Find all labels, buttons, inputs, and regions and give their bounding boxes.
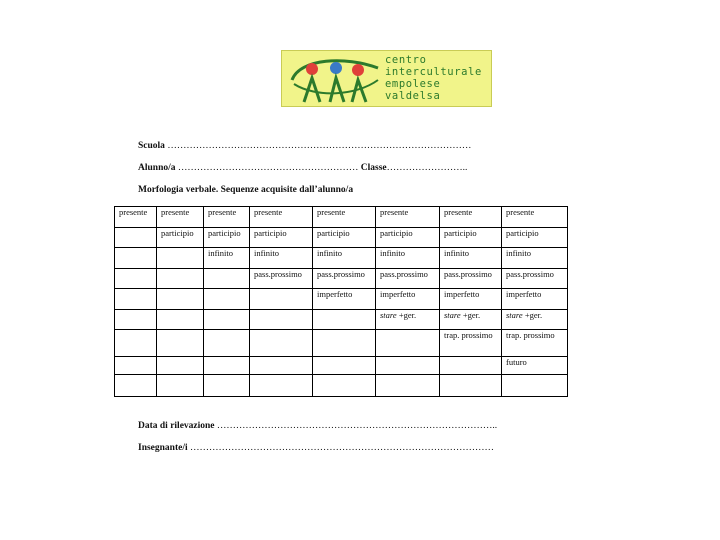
table-cell (250, 309, 313, 330)
table-cell: participio (204, 227, 250, 248)
table-cell: presente (157, 207, 204, 228)
table-row (115, 356, 568, 374)
table-row (115, 268, 568, 289)
logo-line: empolese (385, 78, 441, 90)
alunno-dots: ………………………………………………… (177, 163, 361, 173)
table-cell: stare +ger. (376, 309, 440, 330)
table-cell (250, 375, 313, 397)
table-cell: presente (440, 207, 502, 228)
circle-red-icon (306, 63, 318, 75)
table-cell (115, 375, 157, 397)
table-cell: futuro (502, 356, 568, 374)
logo-figures-icon (286, 54, 386, 104)
table-cell: infinito (313, 248, 376, 269)
table-cell (250, 289, 313, 310)
table-cell: pass.prossimo (440, 268, 502, 289)
table-cell: presente (204, 207, 250, 228)
table-cell (313, 309, 376, 330)
table-cell (313, 375, 376, 397)
data-label: Data di rilevazione (138, 421, 215, 431)
table-cell (157, 330, 204, 357)
table-cell (250, 330, 313, 357)
table-cell (313, 356, 376, 374)
table-cell: stare +ger. (440, 309, 502, 330)
table-cell: participio (502, 227, 568, 248)
table-cell (115, 289, 157, 310)
table-cell (204, 356, 250, 374)
logo-line: interculturale (385, 66, 482, 78)
table-cell (204, 375, 250, 397)
scuola-field (138, 141, 471, 151)
table-cell: imperfetto (376, 289, 440, 310)
table-cell: pass.prossimo (313, 268, 376, 289)
table-cell: imperfetto (502, 289, 568, 310)
table-row (115, 248, 568, 269)
classe-label: Classe (360, 163, 387, 173)
table-cell: infinito (204, 248, 250, 269)
table-cell (157, 375, 204, 397)
table-row (115, 375, 568, 397)
alunno-label: Alunno/a (138, 163, 176, 173)
sequence-table (114, 206, 567, 397)
table-cell: pass.prossimo (502, 268, 568, 289)
table-cell: imperfetto (440, 289, 502, 310)
table-cell (376, 375, 440, 397)
table-cell: infinito (250, 248, 313, 269)
logo-line: valdelsa (385, 90, 441, 102)
table-cell: pass.prossimo (250, 268, 313, 289)
table-cell: presente (250, 207, 313, 228)
table-cell: participio (250, 227, 313, 248)
table-cell (250, 356, 313, 374)
insegnante-label: Insegnante/i (138, 443, 188, 453)
logo (281, 50, 492, 107)
table-cell: presente (376, 207, 440, 228)
table-cell (204, 268, 250, 289)
table-cell (115, 309, 157, 330)
circle-blue-icon (330, 62, 342, 74)
table-cell: presente (502, 207, 568, 228)
table-cell (157, 289, 204, 310)
table-cell (440, 356, 502, 374)
table-cell: trap. prossimo (440, 330, 502, 357)
table-cell (204, 289, 250, 310)
table-cell (204, 309, 250, 330)
table-cell: imperfetto (313, 289, 376, 310)
table-cell: participio (313, 227, 376, 248)
table-cell: presente (115, 207, 157, 228)
classe-dots: …………………….. (386, 163, 468, 173)
table-cell (115, 268, 157, 289)
table-cell: infinito (440, 248, 502, 269)
circle-red-icon (352, 64, 364, 76)
data-rilevazione-field (138, 421, 497, 431)
table-cell (376, 330, 440, 357)
table-cell (115, 248, 157, 269)
table-row (115, 309, 568, 330)
table-cell: participio (157, 227, 204, 248)
table-cell (204, 330, 250, 357)
insegnante-field (138, 443, 494, 453)
table-cell: stare +ger. (502, 309, 568, 330)
logo-line: centro (385, 54, 427, 66)
table-cell: infinito (376, 248, 440, 269)
table-cell (157, 356, 204, 374)
table-cell (157, 309, 204, 330)
table-cell (440, 375, 502, 397)
insegnante-dots: …………………………………………………………………………………… (190, 443, 494, 453)
table-row (115, 330, 568, 357)
data-dots: …………………………………………………………………………….. (216, 421, 498, 431)
section-title: Morfologia verbale. Sequenze acquisite dall’alunno/a (138, 185, 354, 195)
logo-text (385, 54, 491, 102)
scuola-label: Scuola (138, 141, 165, 151)
table-cell (115, 227, 157, 248)
table-cell: trap. prossimo (502, 330, 568, 357)
table-cell: participio (440, 227, 502, 248)
table-row (115, 207, 568, 228)
table-row (115, 227, 568, 248)
table-cell (157, 268, 204, 289)
table-cell: participio (376, 227, 440, 248)
table-cell: presente (313, 207, 376, 228)
table-cell: infinito (502, 248, 568, 269)
table-cell: pass.prossimo (376, 268, 440, 289)
table-cell (115, 356, 157, 374)
table-row (115, 289, 568, 310)
table-cell (115, 330, 157, 357)
scuola-dots: …………………………………………………………………………………… (167, 141, 472, 151)
table-cell (502, 375, 568, 397)
alunno-field (138, 163, 467, 173)
table-cell (157, 248, 204, 269)
table-cell (376, 356, 440, 374)
table-cell (313, 330, 376, 357)
